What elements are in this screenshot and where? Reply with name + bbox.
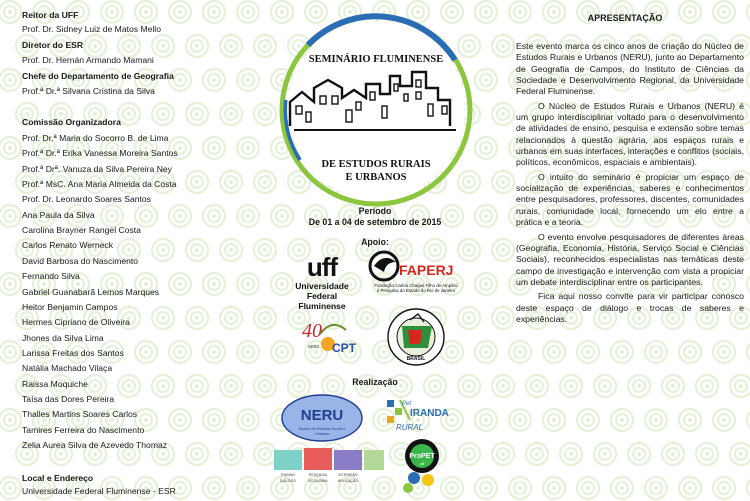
block-label-6: APLICAÇÃO	[337, 479, 359, 483]
block-label-2: PESQUISA	[309, 473, 327, 477]
cover-column	[250, 0, 500, 501]
realization-label: Realização	[352, 377, 398, 387]
block-label-1: ENSINO	[281, 473, 295, 477]
pet-ciranda-logo	[387, 400, 449, 432]
dept-head-name: Prof.ª Dr.ª Silvana Cristina da Silva	[22, 86, 155, 96]
neru-logo	[282, 395, 362, 441]
cpt-anos: anos	[308, 344, 319, 350]
logo-title-top: SEMINÁRIO FLUMINENSE	[308, 54, 444, 65]
committee-member: Prof.ª Drª. Vanuza da Silva Pereira Ney	[22, 163, 172, 174]
committee-member: Hermes Cipriano de Oliveira	[22, 317, 130, 328]
propet-logo	[403, 439, 439, 493]
cpt-logo	[302, 320, 357, 355]
committee-member: Taísa das Dores Pereira	[22, 393, 115, 404]
paragraph-3: O intuito do seminário é propiciar um espaço de socialização de experiências, saberes e conhecimentos entre pesquisadores, professores, discentes, comunidades rurais, comunidade local, fornecendo um elo entre a prática e a teoria.	[516, 171, 744, 228]
committee-member: Carolina Brayner Rangel Costa	[22, 225, 141, 236]
paragraph-1: Este evento marca os cinco anos de criação do Núcleo de Estudos Rurais e Urbanos (NERU), junto ao Departamento de Geografia de Campos, do Instituto de Ciências da Sociedade e Desenvolvimento Regional, da Universidade Federal Fluminense.	[516, 41, 744, 97]
uff-wordmark: uff	[306, 252, 338, 282]
faperj-sub-1: Fundação Carlos Chagas Filho de Amparo	[374, 283, 458, 288]
paragraph-2: O Núcleo de Estudos Rurais e Urbanos (NERU) é um grupo interdisciplinar voltado para o desenvolvimento de atividades de ensino, pesquisa e extensão sobre temas relacionados à questão agrária, aos espaços rurais e urbanos em suas interfaces, interações e conflitos (sociais, políticos, econômicos, espaciais e ambientais).	[516, 100, 744, 168]
neru-sub-2: Urbanos	[314, 432, 330, 436]
uff-name-2: Federal	[306, 291, 338, 301]
course-blocks-logo	[274, 448, 384, 483]
heading-director: Diretor do ESR	[22, 40, 84, 50]
mst-seal	[388, 309, 444, 365]
uff-name-3: Fluminense	[298, 301, 346, 311]
rector-name: Prof. Dr. Sidney Luiz de Matos Mello	[22, 24, 161, 34]
committee-member: Prof.ª MsC. Ana Maria Almeida da Costa	[22, 179, 177, 190]
committee-member: Ana Paula da Silva	[22, 209, 95, 220]
heading-location: Local e Endereço	[22, 473, 94, 483]
presentation-body	[516, 41, 744, 325]
pet-word: Pet	[402, 401, 412, 407]
cpt-letters: CPT	[332, 341, 356, 355]
committee-member: Gabriel Guanabarã Lemos Marques	[22, 286, 160, 297]
ciranda-word: IRANDA	[410, 408, 449, 419]
neru-sub-1: Núcleo de Estudos Rurais e	[298, 427, 346, 431]
presentation-title: APRESENTAÇÃO	[587, 13, 663, 23]
uff-name-1: Universidade	[295, 281, 349, 291]
committee-member: Raissa Moquiche	[22, 378, 88, 389]
location-address: Universidade Federal Fluminense - ESR	[22, 486, 176, 496]
heading-dept-head: Chefe do Departamento de Geografia	[22, 71, 174, 81]
seminar-logo	[250, 0, 500, 501]
period-label: Período	[358, 206, 392, 216]
block-label-5: ECONOMIA	[308, 479, 328, 483]
committee-member: Fernando Silva	[22, 271, 80, 282]
committee-member: Prof.ª Dr.ª Erika Vanessa Moreira Santos	[22, 148, 178, 159]
paragraph-4: O evento envolve pesquisadores de diferentes áreas (Geografia, Economia, História, Serviço Social e Ciências Sociais), reconhecidos especialistas nas temáticas deste campo de investigação e intervenção com vista a propiciar um debate interdisciplinar entre os participantes.	[516, 231, 744, 287]
faperj-logo	[370, 252, 458, 293]
director-name: Prof. Dr. Hernán Armando Mamani	[22, 55, 154, 65]
block-label-3: EXTENSÃO	[338, 473, 358, 477]
presentation-column	[500, 0, 750, 501]
committee-member: Zelia Aurea Silva de Azevedo Thomaz	[22, 440, 168, 450]
heading-rector: Reitor da UFF	[22, 10, 79, 20]
committee-member: Tamires Ferreira do Nascimento	[22, 424, 145, 435]
committee-member: Prof. Dr.ª Maria do Socorro B. de Lima	[22, 133, 169, 143]
committee-member: Larissa Freitas dos Santos	[22, 347, 124, 358]
propet-word: ProPET	[409, 453, 435, 460]
paragraph-5: Fica aqui nosso convite para vir participar conosco deste espaço de diálogo e trocas de saberes e experiências.	[516, 291, 744, 324]
committee-member: Natália Machado Vilaça	[22, 363, 113, 374]
block-label-4: DIÁLOGO	[280, 479, 296, 483]
committee-member: Thalles Martins Soares Carlos	[22, 409, 138, 420]
cpt-number: 40	[302, 320, 322, 342]
committee-member: Jhones da Silva Lima	[22, 332, 104, 343]
support-label: Apoio:	[361, 237, 389, 247]
heading-committee: Comissão Organizadora	[22, 117, 121, 127]
committee-member: Prof. Dr. Leonardo Soares Santos	[22, 194, 151, 205]
committee-member: David Barbosa do Nascimento	[22, 255, 139, 266]
rural-word: RURAL	[396, 423, 424, 432]
committee-member: Heitor Benjamin Campos	[22, 301, 118, 312]
logo-title-bottom-1: DE ESTUDOS RURAIS	[321, 159, 431, 170]
propet-sub: uff	[419, 461, 425, 466]
committee-member: Carlos Renato Werneck	[22, 240, 114, 251]
faperj-sub-2: à Pesquisa do Estado do Rio de Janeiro	[376, 288, 456, 293]
committee-column	[0, 0, 250, 501]
faperj-wordmark: FAPERJ	[399, 262, 454, 278]
logo-title-bottom-2: E URBANOS	[345, 172, 407, 183]
uff-logo	[295, 252, 349, 311]
mst-country: BRASIL	[406, 356, 426, 362]
period-dates: De 01 a 04 de setembro de 2015	[308, 217, 442, 227]
neru-wordmark: NERU	[300, 407, 344, 424]
